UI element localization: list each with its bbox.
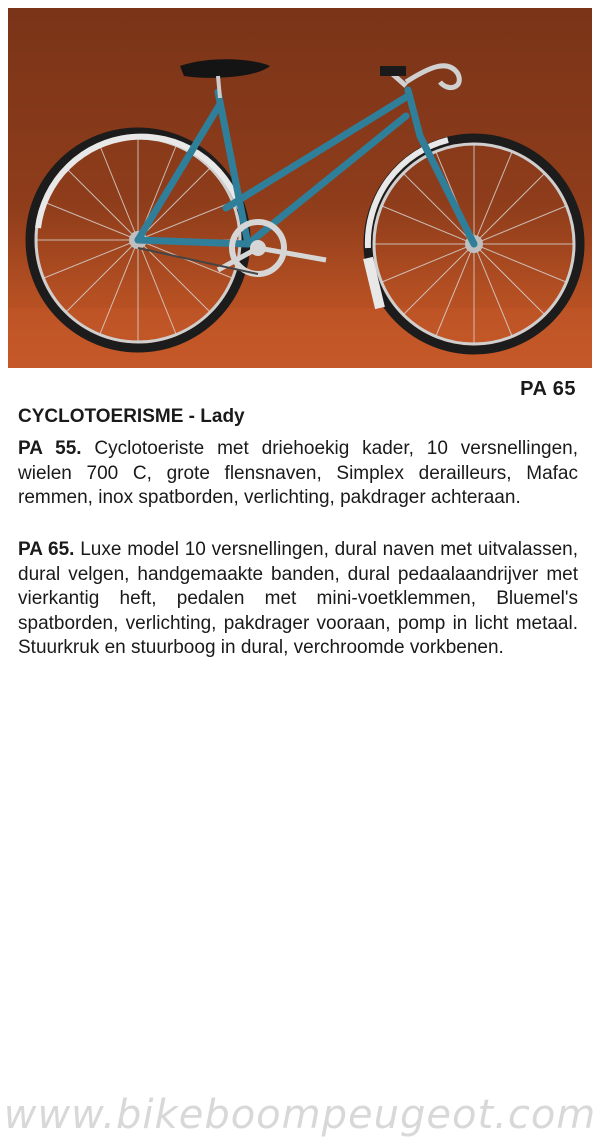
model-tag: PA 65 (520, 378, 576, 400)
description-paragraph (18, 437, 578, 511)
description-text: Cyclotoeriste met driehoekig kader, 10 versnellingen, wielen 700 C, grote flensnaven, Simplex derailleurs, Mafac remmen, inox spatborden, verlichting, pakdrager achteraan. (18, 438, 578, 508)
watermark: www.bikeboompeugeot.com (3, 1092, 597, 1138)
description-paragraph (18, 538, 578, 661)
bicycle-photo (8, 8, 592, 368)
description-text: Luxe model 10 versnellingen, dural naven met uitvalassen, dural velgen, handgemaakte banden, dural pedaalaandrijver met vierkantig heft, pedalen met mini-voetklemmen, Bluemel's spatborden, verlichting, pakdrager vooraan, pomp in licht metaal. Stuurkruk en stuurboog in dural, verchroomde vorkbenen. (18, 539, 578, 658)
bicycle-frame (138, 90, 474, 244)
model-code: PA 55. (18, 438, 82, 459)
section-heading: CYCLOTOERISME - Lady (18, 406, 245, 427)
model-code: PA 65. (18, 539, 75, 560)
bicycle-illustration (8, 8, 592, 368)
